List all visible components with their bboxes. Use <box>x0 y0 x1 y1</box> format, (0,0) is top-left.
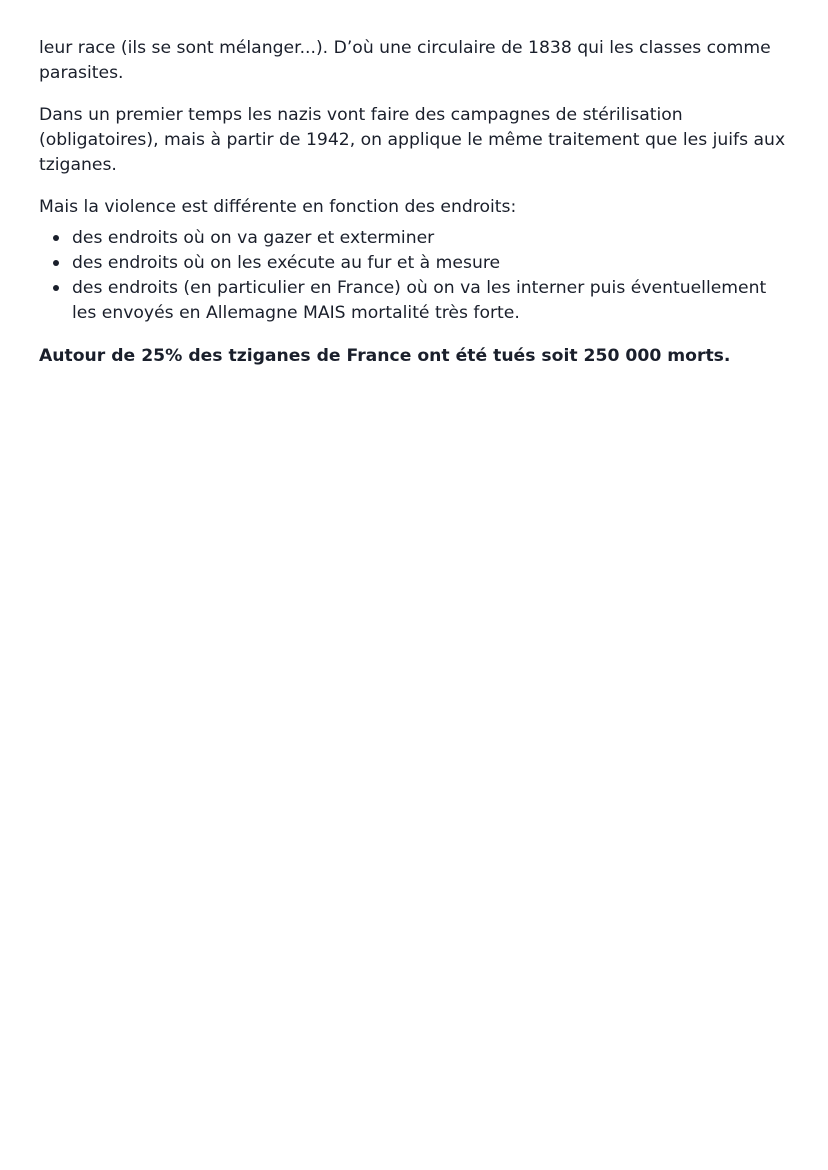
list-item-text: des endroits où on les exécute au fur et à mesure <box>72 253 501 273</box>
list-item-text: des endroits où on va gazer et exterminer <box>72 228 435 248</box>
list-item-text: des endroits (en particulier en France) où on va les interner puis éventuellement les envoyés en Allemagne MAIS mortalité très forte. <box>72 278 767 323</box>
list-item <box>72 276 788 326</box>
bullet-list <box>39 226 788 326</box>
bullet-icon <box>53 260 59 266</box>
conclusion-statement: Autour de 25% des tziganes de France ont été tués soit 250 000 morts. <box>39 346 731 366</box>
paragraph-violence: Mais la violence est différente en fonction des endroits: <box>39 197 517 217</box>
paragraph-circulaire: leur race (ils se sont mélanger...). D’où une circulaire de 1838 qui les classes comme parasites. <box>39 38 771 83</box>
paragraph-sterilisation: Dans un premier temps les nazis vont faire des campagnes de stérilisation (obligatoires), mais à partir de 1942, on applique le même traitement que les juifs aux tziganes. <box>39 105 786 175</box>
bullet-icon <box>53 285 59 291</box>
list-item <box>72 251 788 276</box>
bullet-icon <box>53 235 59 241</box>
list-item <box>72 226 788 251</box>
